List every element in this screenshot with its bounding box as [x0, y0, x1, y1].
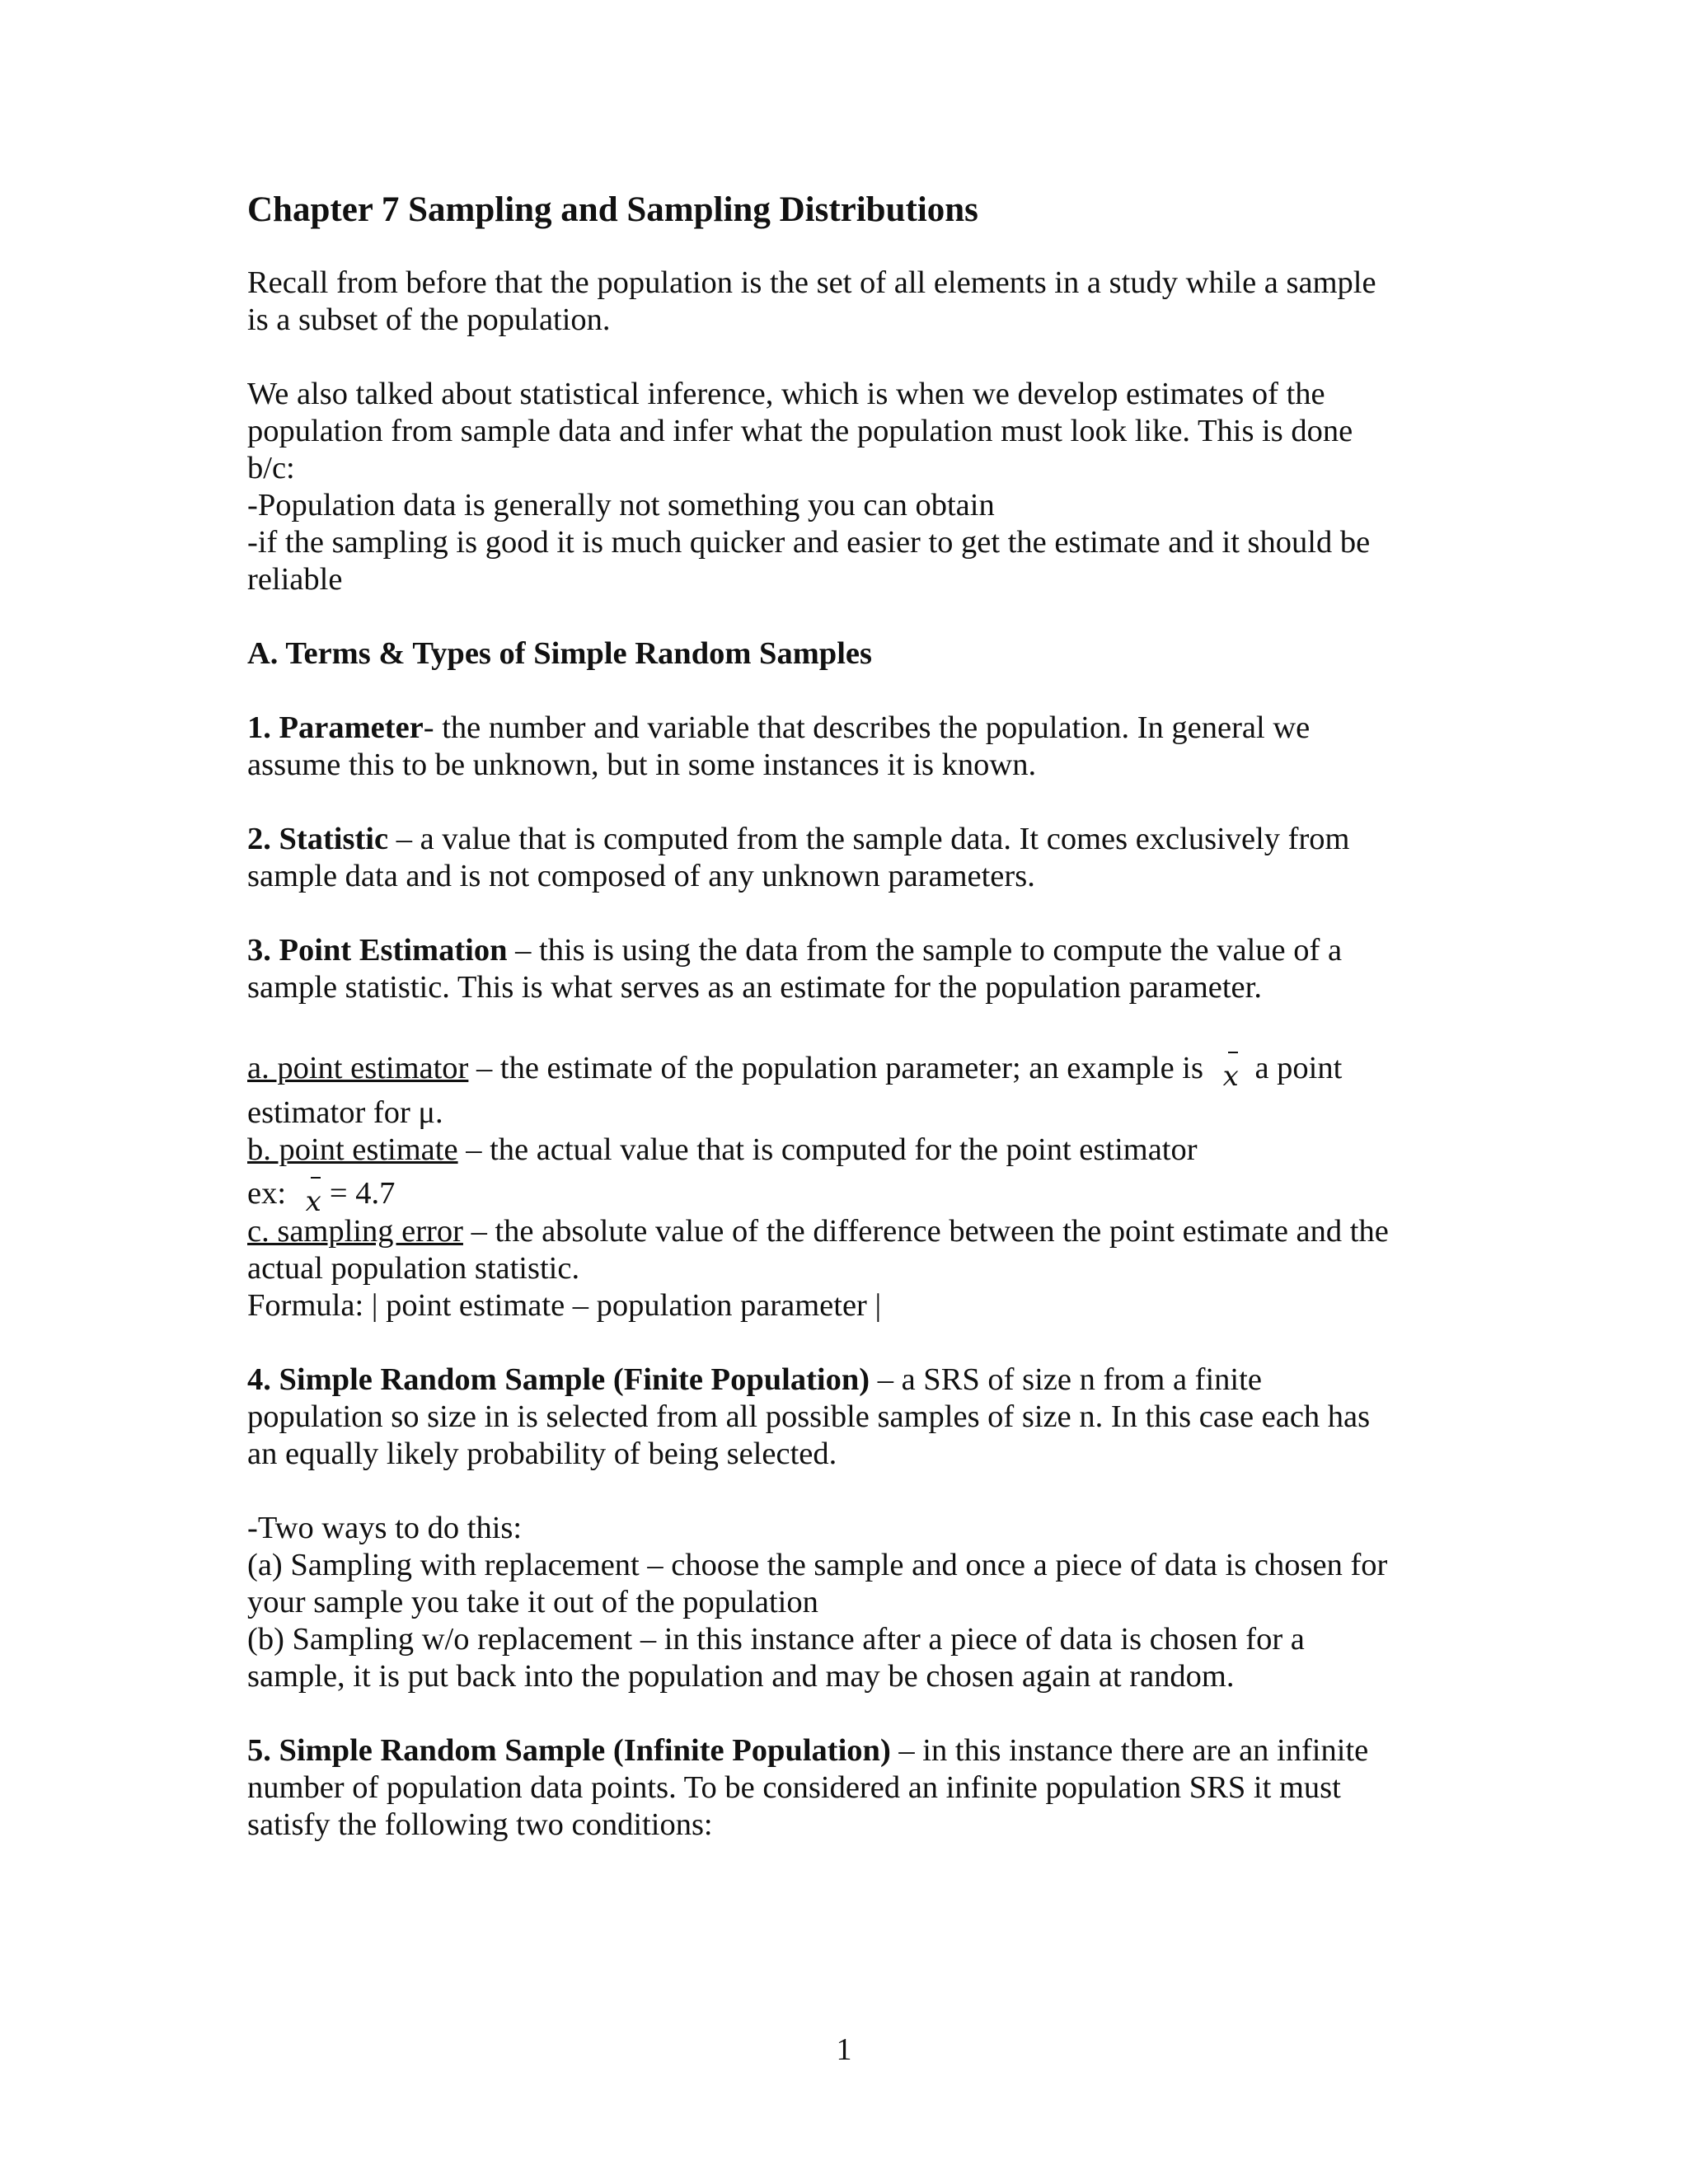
x-bar-symbol: x: [306, 1183, 321, 1221]
term-label: 5. Simple Random Sample (Infinite Population): [247, 1733, 891, 1768]
sampling-error-formula: Formula: | point estimate – population parameter |: [247, 1288, 882, 1323]
ways-line: -Two ways to do this:: [247, 1511, 523, 1545]
inference-line: population from sample data and infer what the population must look like. This is done: [247, 414, 1353, 448]
inference-line: reliable: [247, 562, 343, 597]
point-estimate-example: ex: x = 4.7: [247, 1175, 1451, 1213]
sub-point-estimator-cont: estimator for μ.: [247, 1095, 443, 1130]
section-a-heading: A. Terms & Types of Simple Random Samples: [247, 636, 872, 671]
x-bar-symbol: x: [1223, 1058, 1239, 1095]
page-number: 1: [836, 2032, 852, 2067]
document-page: [247, 190, 1451, 1844]
ways-line: (b) Sampling w/o replacement – in this instance after a piece of data is chosen for a: [247, 1622, 1305, 1657]
term-label: 1. Parameter: [247, 710, 424, 745]
term-label: 4. Simple Random Sample (Finite Population): [247, 1362, 870, 1397]
term-point-estimation: 3. Point Estimation – this is using the data from the sample to compute the value of a: [247, 933, 1343, 968]
term-parameter: 1. Parameter- the number and variable that describes the population. In general we: [247, 710, 1311, 745]
inference-line: We also talked about statistical inference, which is when we develop estimates of the: [247, 377, 1325, 411]
sub-sampling-error-cont: actual population statistic.: [247, 1251, 580, 1286]
term-statistic-cont: sample data and is not composed of any unknown parameters.: [247, 859, 1035, 893]
term-parameter-cont: assume this to be unknown, but in some instances it is known.: [247, 748, 1037, 782]
chapter-title: Chapter 7 Sampling and Sampling Distributions: [247, 190, 978, 229]
term-srs-finite-cont: an equally likely probability of being selected.: [247, 1436, 837, 1471]
sub-point-estimator: a. point estimator – the estimate of the population parameter; an example is x a point: [247, 1050, 1451, 1088]
inference-line: -if the sampling is good it is much quicker and easier to get the estimate and it should be: [247, 525, 1371, 560]
sub-label: a. point estimator: [247, 1051, 469, 1085]
term-srs-finite-cont: population so size in is selected from all possible samples of size n. In this case each has: [247, 1399, 1371, 1434]
ways-line: (a) Sampling with replacement – choose the sample and once a piece of data is chosen for: [247, 1548, 1388, 1582]
term-srs-finite: 4. Simple Random Sample (Finite Population) – a SRS of size n from a finite: [247, 1362, 1262, 1397]
sub-sampling-error: c. sampling error – the absolute value of the difference between the point estimate and the: [247, 1214, 1389, 1249]
intro-line: is a subset of the population.: [247, 302, 611, 337]
sub-point-estimate: b. point estimate – the actual value that is computed for the point estimator: [247, 1132, 1198, 1167]
term-label: 2. Statistic: [247, 822, 389, 856]
intro-line: Recall from before that the population is the set of all elements in a study while a sample: [247, 265, 1376, 300]
inference-line: -Population data is generally not something you can obtain: [247, 488, 995, 523]
sub-label: b. point estimate: [247, 1132, 458, 1167]
ways-line: sample, it is put back into the population and may be chosen again at random.: [247, 1659, 1235, 1694]
inference-line: b/c:: [247, 451, 295, 485]
term-point-estimation-cont: sample statistic. This is what serves as an estimate for the population parameter.: [247, 970, 1262, 1005]
term-srs-infinite-cont: satisfy the following two conditions:: [247, 1807, 713, 1842]
term-srs-infinite-cont: number of population data points. To be considered an infinite population SRS it must: [247, 1770, 1341, 1805]
sub-label: c. sampling error: [247, 1214, 463, 1249]
term-srs-infinite: 5. Simple Random Sample (Infinite Population) – in this instance there are an infinite: [247, 1733, 1369, 1768]
ways-line: your sample you take it out of the population: [247, 1585, 818, 1619]
term-label: 3. Point Estimation: [247, 933, 508, 968]
term-statistic: 2. Statistic – a value that is computed from the sample data. It comes exclusively from: [247, 822, 1350, 856]
